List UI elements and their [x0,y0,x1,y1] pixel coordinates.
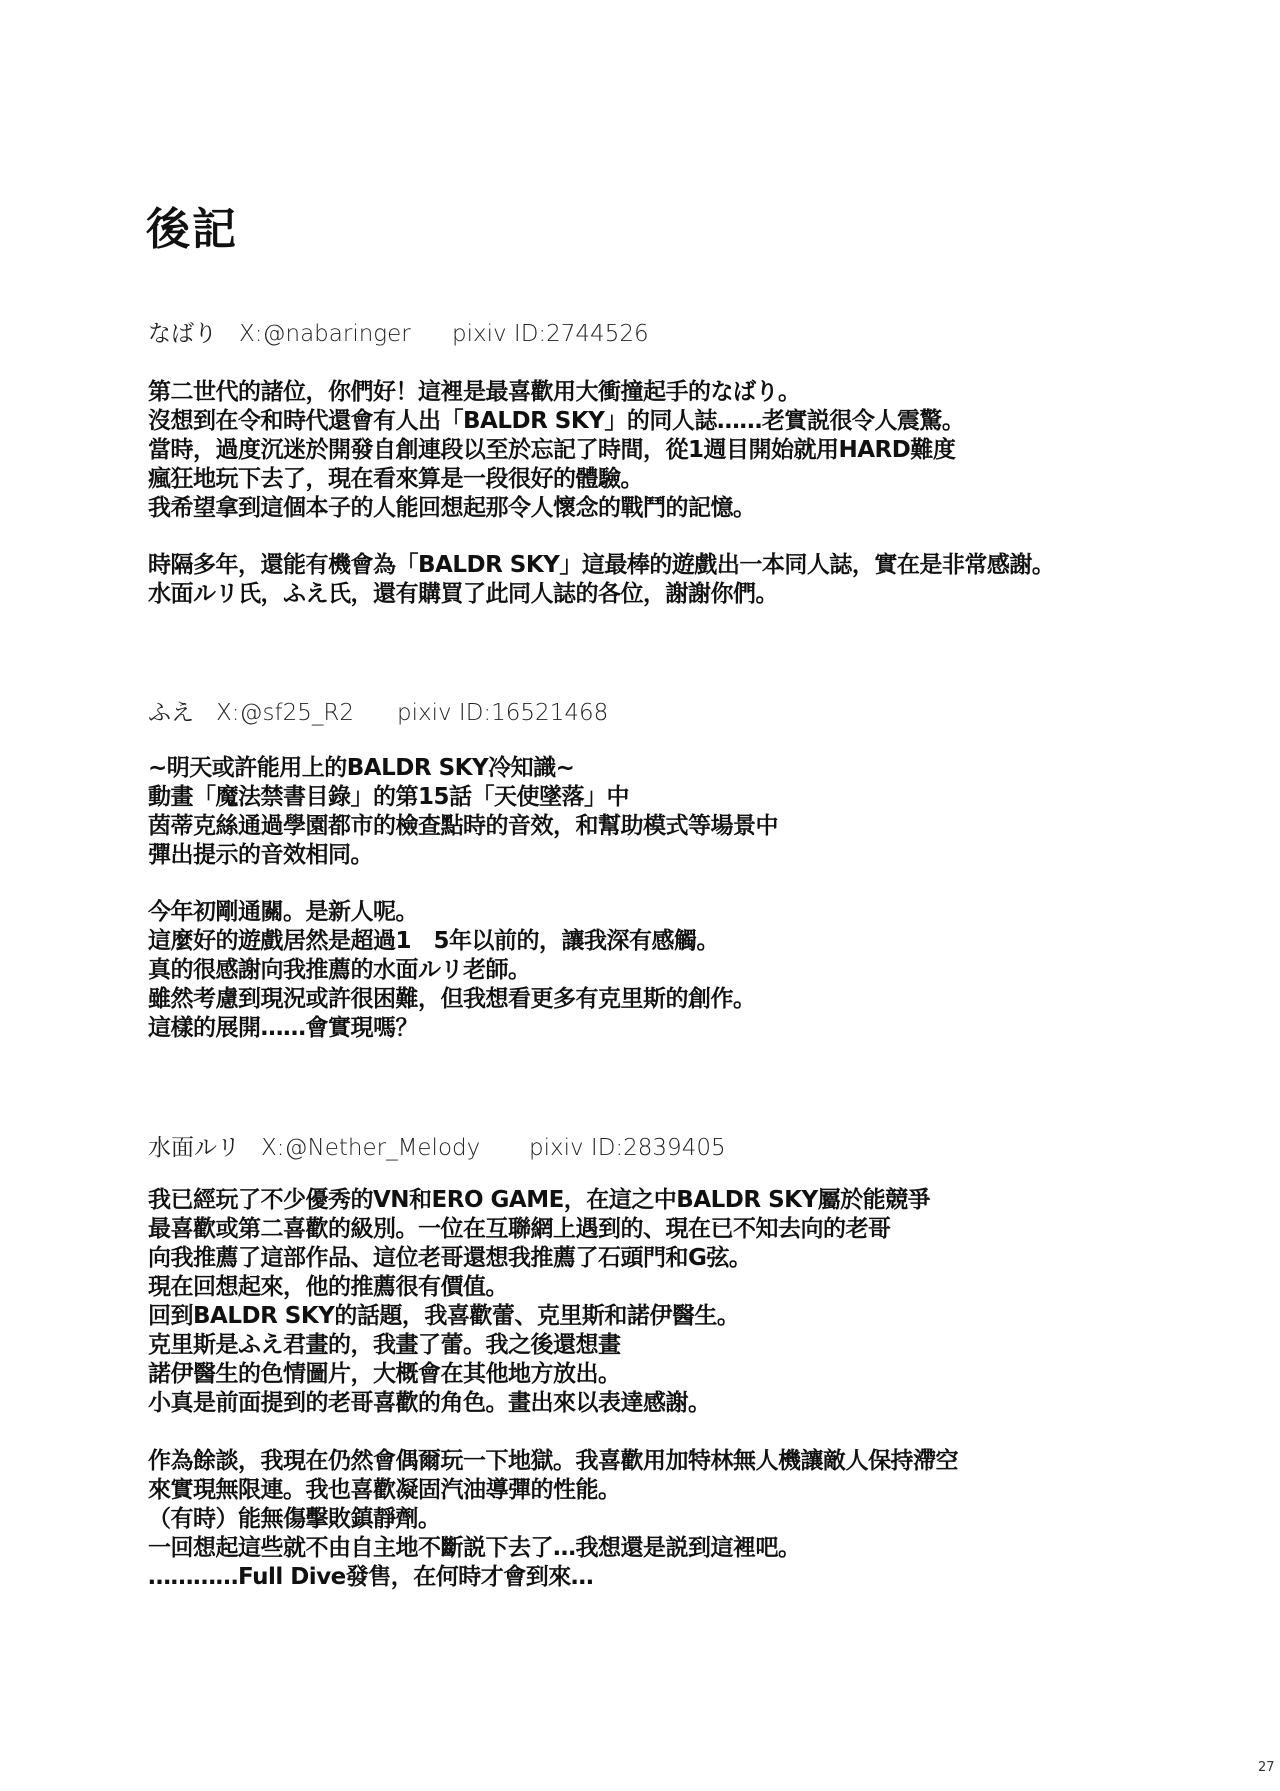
paragraph [148,898,756,1043]
page-title: 後記 [146,204,238,255]
author-name: ふえ [148,700,194,726]
text-line: 現在回想起來，他的推薦很有價值。 [148,1274,508,1300]
text-line: 諾伊醫生的色情圖片，大概會在其他地方放出。 [148,1361,621,1387]
text-line: 真的很感謝向我推薦的水面ルリ老師。 [148,957,531,983]
text-line: 我希望拿到這個本子的人能回想起那令人懷念的戰鬥的記憶。 [148,495,756,521]
text-line: 彈出提示的音效相同。 [148,842,373,868]
text-line: ~明天或許能用上的BALDR SKY冷知識~ [148,755,575,781]
x-handle: X:@Nether_Melody [261,1135,481,1161]
text-line: 作為餘談，我現在仍然會偶爾玩一下地獄。我喜歡用加特林無人機讓敵人保持滯空 [148,1448,958,1474]
text-line: 向我推薦了這部作品、這位老哥還想我推薦了石頭門和G弦。 [148,1245,752,1271]
text-line: （有時）能無傷擊敗鎮靜劑。 [148,1506,441,1532]
x-handle: X:@nabaringer [239,321,411,347]
author-header-fue [0,698,1280,728]
text-line: 水面ルリ氏，ふえ氏，還有購買了此同人誌的各位，謝謝你們。 [148,581,778,607]
author-name: 水面ルリ [148,1135,240,1161]
text-line: 雖然考慮到現況或許很困難，但我想看更多有克里斯的創作。 [148,986,756,1012]
x-handle: X:@sf25_R2 [216,700,354,726]
author-header-minamo-ruri [0,1133,1280,1163]
text-line: 回到BALDR SKY的話題，我喜歡蕾、克里斯和諾伊醫生。 [148,1303,740,1329]
text-line: 最喜歡或第二喜歡的級別。一位在互聯網上遇到的、現在已不知去向的老哥 [148,1216,891,1242]
paragraph [148,1186,930,1418]
text-line: 瘋狂地玩下去了，現在看來算是一段很好的體驗。 [148,466,643,492]
paragraph [148,1447,958,1592]
page-number: 27 [1258,1760,1275,1775]
text-line: 當時，過度沉迷於開發自創連段以至於忘記了時間，從1週目開始就用HARD難度 [148,437,956,463]
text-line: 第二世代的諸位，你們好！這裡是最喜歡用大衝撞起手的なばり。 [148,379,801,405]
text-line: 這樣的展開……會實現嗎？ [148,1015,418,1041]
text-line: …………Full Dive發售，在何時才會到來… [148,1564,594,1590]
paragraph [148,378,964,523]
text-line: 這麼好的遊戲居然是超過1 5年以前的，讓我深有感觸。 [148,928,720,954]
text-line: 動畫「魔法禁書目錄」的第15話「天使墜落」中 [148,784,630,810]
pixiv-id: pixiv ID:2744526 [452,321,649,347]
text-line: 一回想起這些就不由自主地不斷説下去了…我想還是説到這裡吧。 [148,1535,801,1561]
text-line: 今年初剛通關。是新人呢。 [148,899,418,925]
text-line: 時隔多年，還能有機會為「BALDR SKY」這最棒的遊戲出一本同人誌，實在是非常感謝。 [148,552,1055,578]
text-line: 來實現無限連。我也喜歡凝固汽油導彈的性能。 [148,1477,621,1503]
text-line: 我已經玩了不少優秀的VN和ERO GAME，在這之中BALDR SKY屬於能競爭 [148,1187,931,1213]
text-line: 小真是前面提到的老哥喜歡的角色。畫出來以表達感謝。 [148,1390,711,1416]
paragraph [148,754,778,870]
pixiv-id: pixiv ID:2839405 [529,1135,726,1161]
text-line: 克里斯是ふえ君畫的，我畫了蕾。我之後還想畫 [148,1332,621,1358]
author-header-nabari [0,319,1280,349]
paragraph [148,551,1054,609]
pixiv-id: pixiv ID:16521468 [397,700,609,726]
text-line: 沒想到在令和時代還會有人出「BALDR SKY」的同人誌……老實説很令人震驚。 [148,408,965,434]
author-name: なばり [148,321,217,347]
text-line: 茵蒂克絲通過學園都市的檢查點時的音效，和幫助模式等場景中 [148,813,778,839]
